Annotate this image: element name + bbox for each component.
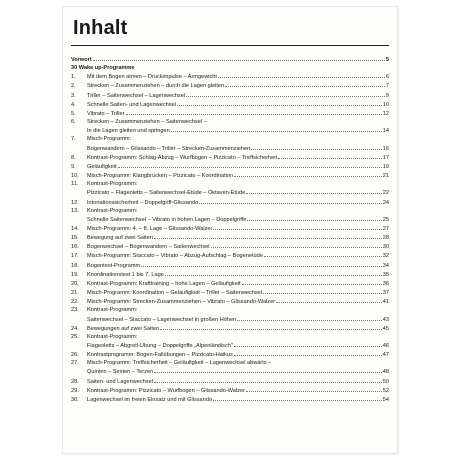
dot-leader xyxy=(154,367,382,373)
toc-entry xyxy=(71,126,389,135)
dot-leader xyxy=(138,306,388,311)
dot-leader xyxy=(154,377,382,383)
dot-leader xyxy=(138,207,388,212)
toc-entry-page: 10 xyxy=(382,101,389,108)
toc-entry-number: 18. xyxy=(71,262,79,269)
dot-leader xyxy=(208,118,388,123)
toc-entry-title: In die Lagen gleiten und springen xyxy=(87,128,170,135)
toc-entry xyxy=(71,118,389,126)
toc-entry xyxy=(71,91,389,100)
toc-entry xyxy=(71,100,389,109)
toc-entry xyxy=(71,198,389,207)
toc-entry-page: 7 xyxy=(385,83,389,90)
toc-entry xyxy=(71,81,389,90)
dot-leader xyxy=(177,100,382,106)
dot-leader xyxy=(213,224,381,230)
toc-entry-title: Schnelle Saitenwechsel – Vibrato in hohen Lagen – Doppelgriffe xyxy=(87,216,247,223)
toc-entry-page: 30 xyxy=(382,244,389,251)
dot-leader xyxy=(186,91,385,97)
toc-entry xyxy=(71,135,389,143)
toc-entry-number: 12. xyxy=(71,199,79,206)
toc-entry-number: 16. xyxy=(71,244,79,251)
toc-entry-title: Saitenwechsel – Staccato – Lagenwechsel in großen Höhen xyxy=(87,316,237,323)
toc-entry-page: 19 xyxy=(382,163,389,170)
dot-leader xyxy=(263,288,382,294)
toc-entry-title: 30 Wake up-Programme xyxy=(71,65,135,72)
toc-entry-number: 6. xyxy=(71,119,76,126)
toc-entry xyxy=(71,395,389,404)
dot-leader xyxy=(247,215,381,221)
toc-entry-title: Triller – Saitenwechsel – Lagenwechsel xyxy=(87,92,186,99)
toc-entry-title: Misch-Programm: Klangbrücken – Pizzicato – Koordination xyxy=(87,173,234,180)
toc-entry-page: 46 xyxy=(382,343,389,349)
toc-entry-page: 52 xyxy=(382,387,389,394)
toc-entry xyxy=(71,251,389,260)
toc-entry xyxy=(71,55,389,64)
toc-entry-page: 43 xyxy=(382,316,389,323)
toc-entry-page: 50 xyxy=(382,378,389,385)
toc-entry-number: 14. xyxy=(71,225,79,232)
toc-entry-number: 15. xyxy=(71,235,79,242)
dot-leader xyxy=(251,144,382,150)
toc-entry xyxy=(71,162,389,171)
toc-entry-number: 5. xyxy=(71,110,76,117)
toc-entry-page: 16 xyxy=(382,145,389,152)
toc-entry-title: Bewegung auf zwei Saiten xyxy=(87,235,153,242)
toc-entry-number: 17. xyxy=(71,253,79,260)
toc-entry-page: 34 xyxy=(382,262,389,269)
table-of-contents xyxy=(71,55,389,404)
dot-leader xyxy=(138,333,388,338)
dot-leader xyxy=(246,386,382,392)
toc-entry xyxy=(71,279,389,288)
toc-entry-page: 47 xyxy=(382,352,389,359)
toc-entry-title: Flageoletts – Abgreif-Übung – Doppelgriffe „Alpenländisch“ xyxy=(87,343,233,349)
toc-entry-title: Lagenwechsel im freien Einsatz und mit Glissando xyxy=(87,396,212,403)
toc-entry-page: 36 xyxy=(382,280,389,287)
toc-entry-number: 29. xyxy=(71,387,79,394)
toc-entry-title: Kontrast-Programm: xyxy=(87,307,138,314)
toc-entry xyxy=(71,64,389,72)
toc-entry xyxy=(71,341,389,350)
toc-entry xyxy=(71,242,389,251)
toc-entry-title: Misch-Programm: Staccato – Vibrato – Abzug-Aufschlag – Bogenetüde xyxy=(87,253,263,260)
toc-entry xyxy=(71,207,389,215)
toc-entry-page: 28 xyxy=(382,235,389,242)
dot-leader xyxy=(160,324,382,330)
dot-leader xyxy=(126,109,382,115)
toc-entry-number: 28. xyxy=(71,378,79,385)
toc-entry xyxy=(71,359,389,367)
toc-entry-title: Pizzicato – Flageoletts – Saitenwechsel-Etüde – Oktaven-Etüde xyxy=(87,190,246,197)
toc-entry xyxy=(71,233,389,242)
toc-entry-number: 19. xyxy=(71,271,79,278)
toc-entry-title: Strecken – Zusammenziehen – durch die Lagen gleiten xyxy=(87,83,225,90)
dot-leader xyxy=(132,135,388,140)
dot-leader xyxy=(242,279,382,285)
dot-leader xyxy=(264,251,382,257)
toc-entry-number: 8. xyxy=(71,154,76,161)
toc-entry-page: 41 xyxy=(382,299,389,306)
dot-leader xyxy=(246,188,381,194)
dot-leader xyxy=(154,233,382,239)
dot-leader xyxy=(93,55,385,61)
toc-entry xyxy=(71,180,389,188)
page-title: Inhalt xyxy=(73,17,128,39)
toc-entry-page: 35 xyxy=(382,271,389,278)
toc-entry-title: Kontrast-Programm: Krafttraining – hohe Lagen – Geläufigkeit xyxy=(87,280,241,287)
toc-entry xyxy=(71,144,389,153)
toc-entry xyxy=(71,324,389,333)
toc-entry-title: Misch-Programm: 4. – 8. Lage – Glissando-Walzer xyxy=(87,225,213,232)
toc-entry-title: Kontrastprogramm: Bogen-Fallübungen – Pizzicato-Haikus xyxy=(87,352,233,359)
toc-entry-page: 54 xyxy=(382,396,389,403)
dot-leader xyxy=(199,198,382,204)
toc-entry-number: 2. xyxy=(71,83,76,90)
toc-entry-number: 26. xyxy=(71,352,79,359)
toc-entry-title: Bogenwandern – Glissando – Triller – Strecken-Zusammenziehen xyxy=(87,145,251,152)
toc-entry-title: Bogenwechsel – Bogenwandern – Saitenwechsel xyxy=(87,244,210,251)
toc-entry xyxy=(71,350,389,359)
dot-leader xyxy=(234,341,382,347)
toc-entry xyxy=(71,224,389,233)
toc-entry-page: 6 xyxy=(385,74,389,81)
toc-entry-number: 21. xyxy=(71,290,79,297)
dot-leader xyxy=(276,297,382,303)
toc-entry-page: 37 xyxy=(382,290,389,297)
toc-entry-page: 32 xyxy=(382,253,389,260)
toc-entry-title: Kontrast-Programm: xyxy=(87,333,138,340)
toc-entry xyxy=(71,297,389,306)
dot-leader xyxy=(136,64,388,69)
dot-leader xyxy=(138,180,388,185)
toc-entry-title: Kontrast-Programm: xyxy=(87,181,138,188)
toc-entry-title: Misch-Programm: xyxy=(87,136,132,143)
toc-entry-title: Misch-Programm: Koordination – Geläufigkeit – Triller – Saitenwechsel xyxy=(87,290,263,297)
toc-entry-number: 7. xyxy=(71,136,76,143)
book-page xyxy=(62,6,398,454)
title-divider xyxy=(71,45,389,46)
dot-leader xyxy=(218,72,385,78)
toc-entry-number: 23. xyxy=(71,307,79,314)
toc-entry-page: 22 xyxy=(382,190,389,197)
toc-entry xyxy=(71,386,389,395)
toc-entry-number: 1. xyxy=(71,74,76,81)
dot-leader xyxy=(213,395,382,401)
toc-entry xyxy=(71,333,389,341)
toc-entry-number: 3. xyxy=(71,92,76,99)
toc-entry xyxy=(71,288,389,297)
toc-entry xyxy=(71,377,389,386)
toc-entry xyxy=(71,270,389,279)
dot-leader xyxy=(234,171,382,177)
toc-entry-title: Kontrast-Programm: Pizzicato – Wurfbogen – Glissando-Walzer xyxy=(87,387,245,394)
toc-entry-page: 21 xyxy=(382,173,389,180)
toc-entry xyxy=(71,215,389,224)
toc-entry-title: Mit dem Bogen atmen – Druckimpulse – Armgewicht xyxy=(87,74,217,81)
dot-leader xyxy=(171,126,382,132)
toc-entry xyxy=(71,188,389,197)
toc-entry-number: 11. xyxy=(71,181,79,188)
toc-entry xyxy=(71,261,389,270)
dot-leader xyxy=(165,270,382,276)
toc-entry xyxy=(71,315,389,324)
dot-leader xyxy=(237,315,382,321)
toc-entry-title: Misch-Programm: Strecken-Zusammenziehen – Vibrato – Glissando-Walzer xyxy=(87,299,276,306)
dot-leader xyxy=(225,81,385,87)
toc-entry-page: 45 xyxy=(382,325,389,332)
toc-entry-number: 22. xyxy=(71,299,79,306)
dot-leader xyxy=(211,242,382,248)
toc-entry xyxy=(71,306,389,314)
toc-entry-title: Strecken – Zusammenziehen – Saitenwechsel – xyxy=(87,119,207,126)
toc-entry-number: 13. xyxy=(71,207,79,214)
toc-entry-title: Vorwort xyxy=(71,57,92,63)
toc-entry-number: 24. xyxy=(71,325,79,332)
toc-entry-title: Quinten – Sexten – Terzen xyxy=(87,369,154,376)
toc-entry-number: 25. xyxy=(71,333,79,340)
dot-leader xyxy=(272,359,388,364)
toc-entry-page: 12 xyxy=(382,110,389,117)
toc-entry-number: 4. xyxy=(71,101,76,108)
toc-entry-page: 25 xyxy=(382,216,389,223)
toc-entry-page: 17 xyxy=(382,154,389,161)
toc-entry xyxy=(71,153,389,162)
toc-entry-number: 27. xyxy=(71,360,79,367)
toc-entry xyxy=(71,72,389,81)
toc-entry xyxy=(71,367,389,376)
toc-entry-number: 20. xyxy=(71,280,79,287)
toc-entry xyxy=(71,109,389,118)
toc-entry-title: Misch-Programm: Treffsicherheit – Geläufigkeit – Lagenwechsel abwärts – xyxy=(87,360,272,367)
toc-entry-number: 10. xyxy=(71,173,79,180)
toc-entry-title: Bewegungen auf zwei Saiten xyxy=(87,325,160,332)
toc-entry xyxy=(71,171,389,180)
toc-entry-page: 14 xyxy=(382,128,389,135)
toc-entry-page: 9 xyxy=(385,92,389,99)
dot-leader xyxy=(141,261,382,267)
toc-entry-title: Bogentest-Programm xyxy=(87,262,141,269)
toc-entry-title: Kontrast-Programm: Schlag-Abzug – Wurfbogen – Pizzicato – Treffsicherheit xyxy=(87,154,278,161)
toc-entry-page: 5 xyxy=(385,57,389,63)
toc-entry-title: Kontrast-Programm: xyxy=(87,207,138,214)
toc-entry-page: 24 xyxy=(382,199,389,206)
dot-leader xyxy=(118,162,382,168)
toc-entry-page: 48 xyxy=(382,369,389,376)
dot-leader xyxy=(234,350,382,356)
toc-entry-title: Schnelle Saiten- und Lagenwechsel xyxy=(87,101,176,108)
toc-entry-page: 27 xyxy=(382,225,389,232)
toc-entry-title: Geläufigkeit xyxy=(87,163,117,170)
toc-entry-title: Vibrato – Triller xyxy=(87,110,125,117)
toc-entry-title: Saiten- und Lagenwechsel xyxy=(87,378,153,385)
toc-entry-number: 9. xyxy=(71,163,76,170)
toc-entry-title: Koordinationstest 1 bis 7. Lage xyxy=(87,271,164,278)
toc-entry-title: Intonationssicherheit – Doppelgriff-Glissando xyxy=(87,199,199,206)
dot-leader xyxy=(278,153,382,159)
toc-entry-number: 30. xyxy=(71,396,79,403)
